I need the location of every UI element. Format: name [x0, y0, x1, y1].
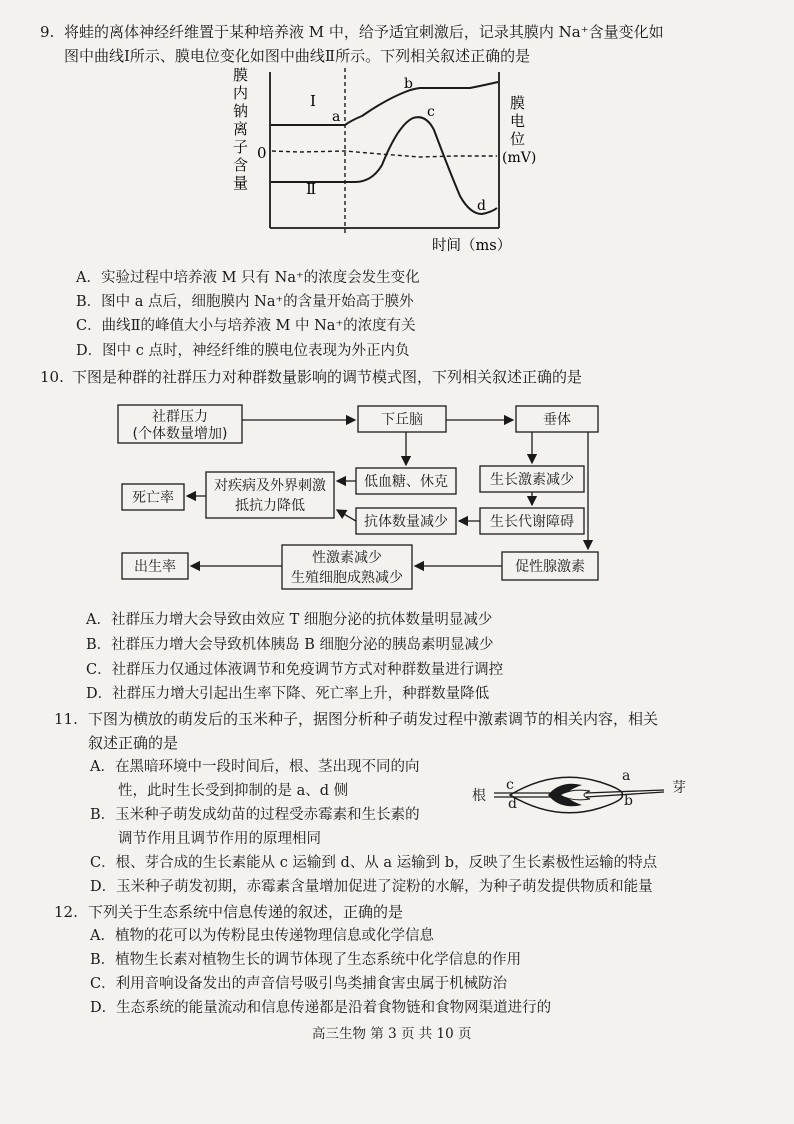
label-sex-hormone-2: 生殖细胞成熟减少 — [291, 570, 403, 586]
seed-root-label: 根 — [472, 788, 486, 804]
curve-2 — [271, 117, 497, 214]
seed-bud-label: 芽 — [672, 780, 686, 796]
label-gonadotropin: 促性腺激素 — [515, 559, 585, 575]
q11-option-b-line2: 调节作用且调节作用的原理相同 — [118, 831, 321, 847]
q9-option-b: B．图中 a 点后，细胞膜内 Na⁺的含量开始高于膜外 — [76, 294, 414, 310]
y-right-unit: (mV) — [502, 150, 537, 166]
seed-label-d: d — [508, 796, 517, 812]
label-birth-rate: 出生率 — [134, 559, 176, 575]
label-metabolism: 生长代谢障碍 — [490, 514, 574, 530]
page-footer: 高三生物 第 3 页 共 10 页 — [312, 1026, 472, 1042]
seed-label-b: b — [624, 793, 633, 809]
q9-number: 9. — [40, 23, 55, 41]
label-resistance-1: 对疾病及外界刺激 — [214, 478, 326, 494]
q11-stem-line2: 叙述正确的是 — [88, 734, 179, 752]
curve-1 — [271, 82, 498, 125]
point-d: d — [477, 198, 486, 214]
q12-option-c: C．利用音响设备发出的声音信号吸引鸟类捕食害虫属于机械防治 — [90, 976, 508, 992]
q9-stem-line1: 将蛙的离体神经纤维置于某种培养液 M 中，给予适宜刺激后，记录其膜内 Na⁺含量变化如 — [64, 23, 664, 41]
q9-option-d: D．图中 c 点时，神经纤维的膜电位表现为外正内负 — [76, 343, 410, 359]
q10-option-a: A．社群压力增大会导致由效应 T 细胞分泌的抗体数量明显减少 — [86, 612, 493, 628]
point-a: a — [332, 109, 341, 125]
q11-stem-line1: 下图为横放的萌发后的玉米种子，据图分析种子萌发过程中激素调节的相关内容，相关 — [88, 710, 659, 728]
zero-label: 0 — [257, 144, 267, 162]
q12-option-d: D．生态系统的能量流动和信息传递都是沿着食物链和食物网渠道进行的 — [90, 1000, 552, 1016]
y-left-char-4: 子 — [233, 138, 249, 156]
seed-label-a: a — [622, 768, 631, 784]
q11-option-a-line1: A．在黑暗环境中一段时间后，根、茎出现不同的向 — [90, 759, 420, 775]
q9-option-c: C．曲线Ⅱ的峰值大小与培养液 M 中 Na⁺的浓度有关 — [76, 318, 416, 334]
label-hypothalamus: 下丘脑 — [381, 412, 423, 428]
label-low-sugar: 低血糖、休克 — [364, 474, 448, 490]
y-left-char-3: 离 — [233, 120, 249, 138]
seed-label-c: c — [506, 777, 514, 793]
y-left-char-6: 量 — [233, 174, 249, 192]
y-right-char-0: 膜 — [510, 94, 526, 112]
q12-number: 12. — [54, 903, 78, 921]
q10-flowchart — [0, 395, 794, 595]
q10-option-c: C．社群压力仅通过体液调节和免疫调节方式对种群数量进行调控 — [86, 662, 504, 678]
q12-stem: 下列关于生态系统中信息传递的叙述，正确的是 — [88, 903, 404, 921]
label-resistance-2: 抵抗力降低 — [235, 498, 305, 514]
q11-option-a-line2: 性，此时生长受到抑制的是 a、d 侧 — [118, 783, 349, 799]
q10-stem: 下图是种群的社群压力对种群数量影响的调节模式图，下列相关叙述正确的是 — [72, 368, 583, 386]
label-sex-hormone-1: 性激素减少 — [312, 550, 382, 566]
label-pressure-2: (个体数量增加) — [132, 426, 228, 442]
y-left-char-1: 内 — [233, 84, 249, 102]
q10-option-b: B．社群压力增大会导致机体胰岛 B 细胞分泌的胰岛素明显减少 — [86, 637, 494, 653]
label-gh-decrease: 生长激素减少 — [490, 472, 574, 488]
q11-option-d: D．玉米种子萌发初期，赤霉素含量增加促进了淀粉的水解，为种子萌发提供物质和能量 — [90, 879, 653, 895]
q11-option-c: C．根、芽合成的生长素能从 c 运输到 d、从 a 运输到 b，反映了生长素极性运输的特点 — [90, 855, 658, 871]
label-pituitary: 垂体 — [543, 412, 571, 428]
point-b: b — [404, 76, 413, 92]
q11-number: 11. — [54, 710, 78, 728]
point-c: c — [427, 104, 435, 120]
label-pressure-1: 社群压力 — [152, 409, 208, 425]
q12-option-a: A．植物的花可以为传粉昆虫传递物理信息或化学信息 — [90, 928, 434, 944]
curve1-label: Ⅰ — [310, 92, 316, 110]
arrow-antibody-resistance — [337, 510, 356, 521]
q9-option-a: A．实验过程中培养液 M 只有 Na⁺的浓度会发生变化 — [76, 270, 420, 286]
y-left-char-0: 膜 — [233, 66, 249, 84]
y-left-char-2: 钠 — [233, 102, 249, 120]
x-axis-label: 时间（ms） — [432, 238, 512, 254]
q10-number: 10. — [40, 368, 64, 386]
q11-option-b-line1: B．玉米种子萌发成幼苗的过程受赤霉素和生长素的 — [90, 807, 420, 823]
q12-option-b: B．植物生长素对植物生长的调节体现了生态系统中化学信息的作用 — [90, 952, 522, 968]
q11-seed-diagram — [0, 760, 794, 830]
q10-option-d: D．社群压力增大引起出生率下降、死亡率上升，种群数量降低 — [86, 686, 490, 702]
zero-dashed-line — [272, 151, 497, 157]
y-right-char-1: 电 — [510, 112, 526, 130]
curve2-label: Ⅱ — [306, 180, 317, 198]
y-right-char-2: 位 — [510, 130, 526, 148]
label-antibody: 抗体数量减少 — [364, 514, 448, 530]
q9-stem-line2: 图中曲线Ⅰ所示、膜电位变化如图中曲线Ⅱ所示。下列相关叙述正确的是 — [64, 47, 531, 65]
y-left-char-5: 含 — [233, 156, 249, 174]
label-death-rate: 死亡率 — [132, 490, 174, 506]
